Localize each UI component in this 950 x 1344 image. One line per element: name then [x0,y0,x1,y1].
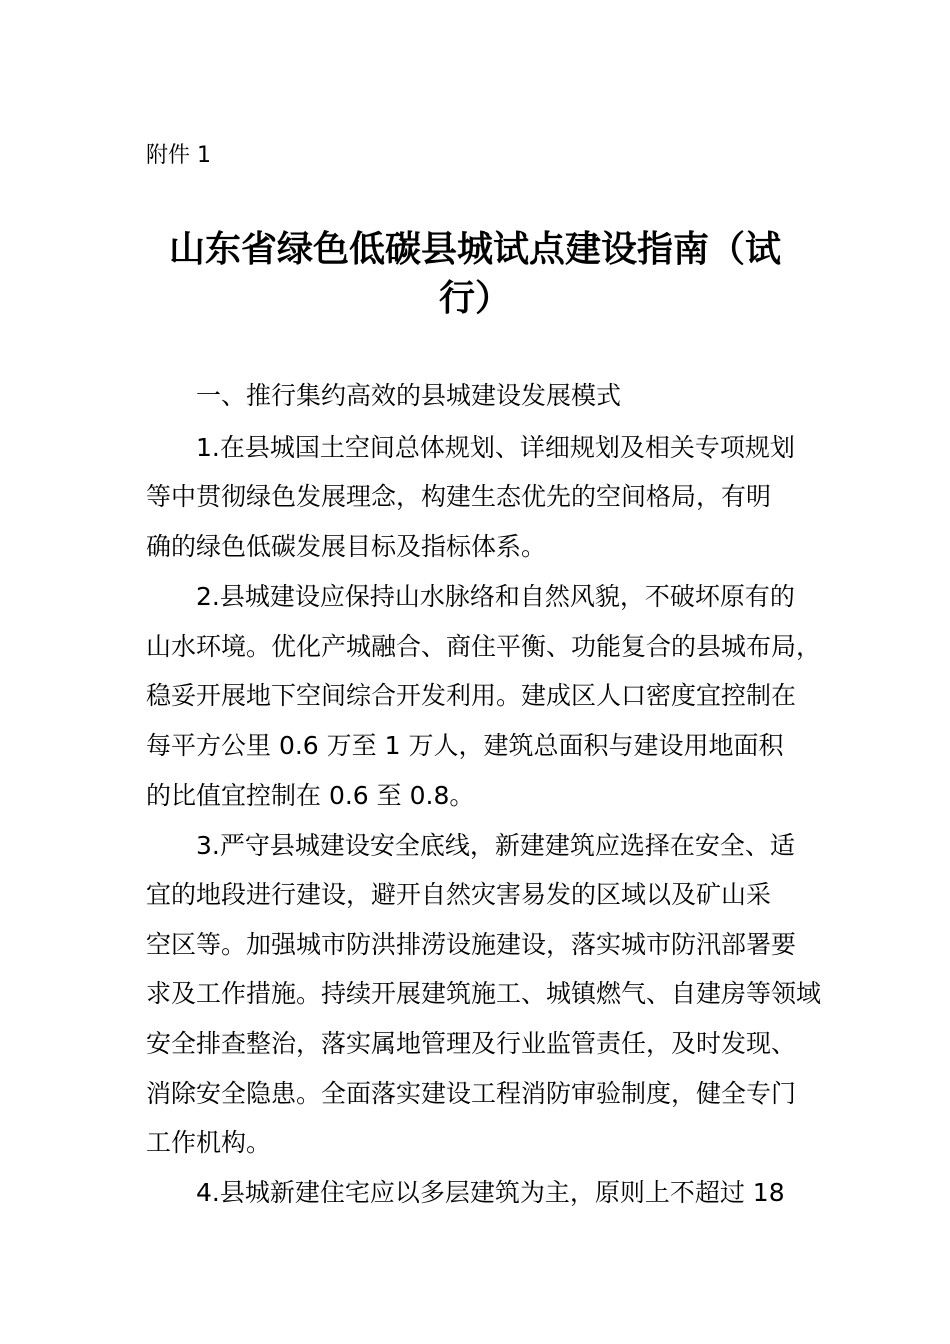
paragraph-2-line-1: 2.县城建设应保持山水脉络和自然风貌，不破坏原有的 [196,582,795,611]
paragraph-1-line-3: 确的绿色低碳发展目标及指标体系。 [146,532,547,561]
paragraph-3-line-6: 消除安全隐患。全面落实建设工程消防审验制度，健全专门 [146,1079,797,1108]
document-title-line-2: 行） [438,278,511,319]
paragraph-3-line-1: 3.严守县城建设安全底线，新建建筑应选择在安全、适 [196,831,795,860]
paragraph-3-line-7: 工作机构。 [146,1128,272,1157]
paragraph-2-line-2: 山水环境。优化产城融合、商住平衡、功能复合的县城布局， [146,632,822,661]
attachment-label: 附件 1 [146,143,211,168]
paragraph-3-line-4: 求及工作措施。持续开展建筑施工、城镇燃气、自建房等领域 [146,979,822,1008]
paragraph-3-line-5: 安全排查整治，落实属地管理及行业监管责任，及时发现、 [146,1029,797,1058]
paragraph-2-line-5: 的比值宜控制在 0.6 至 0.8。 [146,781,475,810]
paragraph-2-line-3: 稳妥开展地下空间综合开发利用。建成区人口密度宜控制在 [146,681,797,710]
paragraph-1-line-1: 1.在县城国土空间总体规划、详细规划及相关专项规划 [196,433,795,462]
paragraph-3-line-3: 空区等。加强城市防洪排涝设施建设，落实城市防汛部署要 [146,930,797,959]
paragraph-1-line-2: 等中贯彻绿色发展理念，构建生态优先的空间格局，有明 [146,482,772,511]
section-heading: 一、推行集约高效的县城建设发展模式 [196,381,622,410]
paragraph-2-line-4: 每平方公里 0.6 万至 1 万人，建筑总面积与建设用地面积 [146,731,784,760]
document-title-line-1: 山东省绿色低碳县城试点建设指南（试 [168,229,781,270]
paragraph-3-line-2: 宜的地段进行建设，避开自然灾害易发的区域以及矿山采 [146,880,772,909]
paragraph-4-line-1: 4.县城新建住宅应以多层建筑为主，原则上不超过 18 [196,1178,785,1207]
